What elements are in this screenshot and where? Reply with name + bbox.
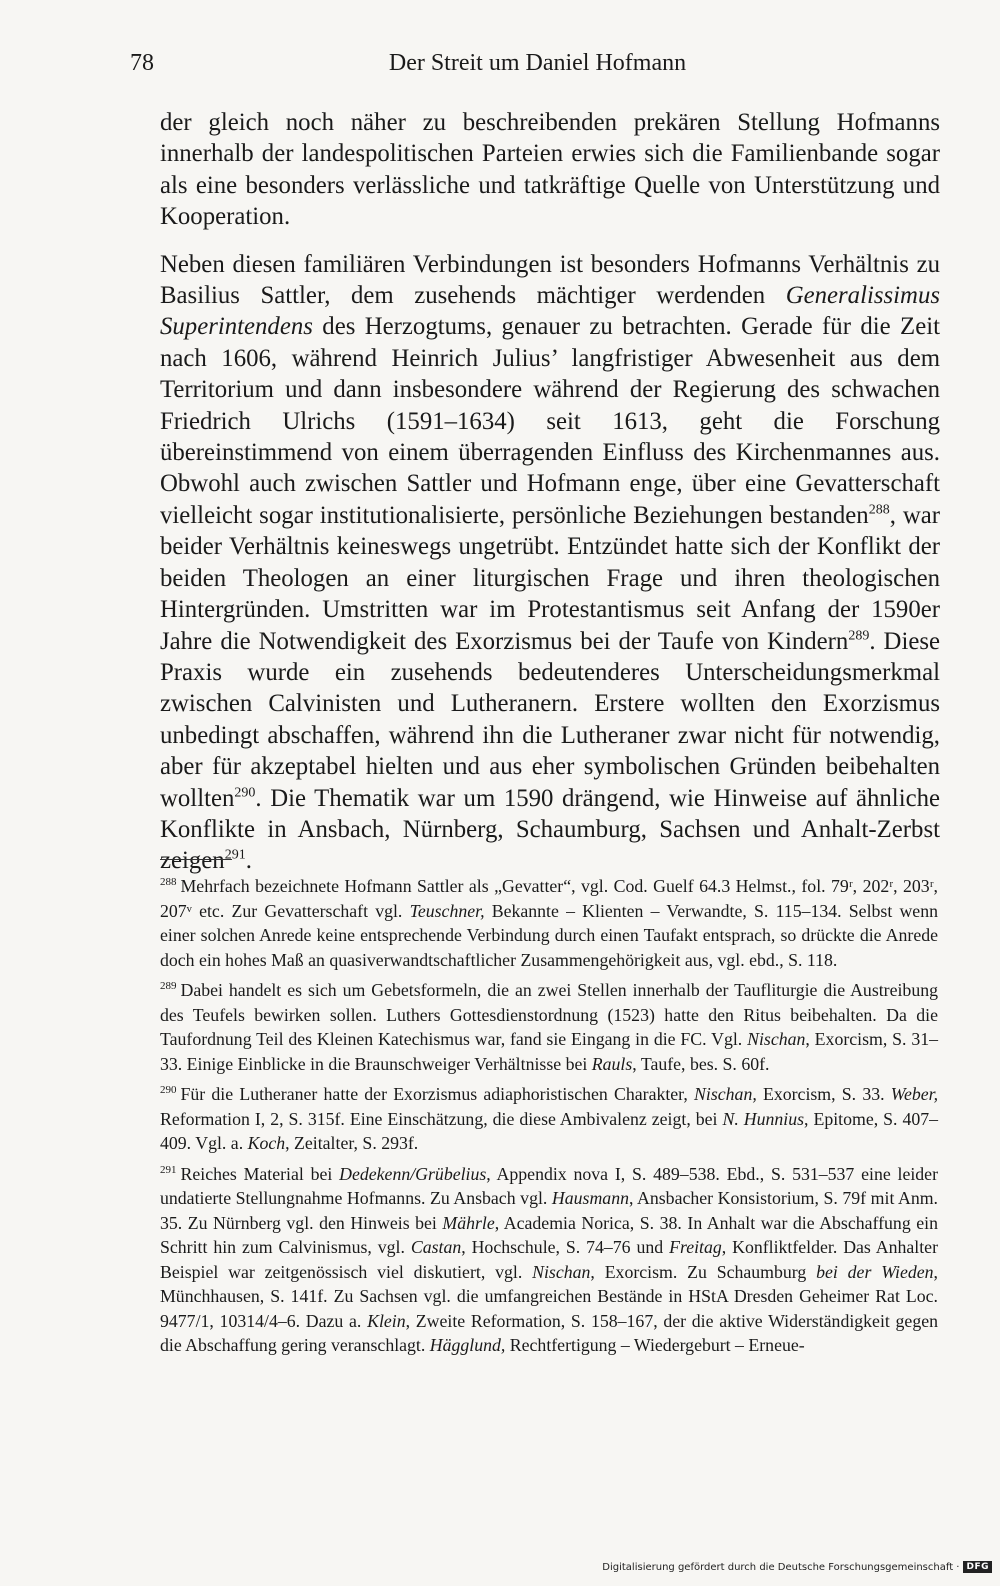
footnote-ref-288[interactable]: 288 [868, 502, 890, 518]
funding-notice: Digitalisierung gefördert durch die Deutsche Forschungsgemeinschaft · [602, 1561, 960, 1573]
page-header [130, 50, 945, 84]
footnote-291: $^{291}$ Reiches Material bei Dedekenn/Grübelius, Appendix nova I, S. 489–538. Ebd., S. 531–537 eine leider undatierte Stellungnahme Hofmanns. Zu Ansbach vgl. Hausmann, Ansbacher Konsistorium, S. 79f mit Anm. 35. Zu Nürnberg vgl. den Hinweis bei Mährle, Academia Norica, S. 38. In Anhalt war die Abschaffung ein Schritt hin zum Calvinismus, vgl. Castan, Hochschule, S. 74–76 und Freitag, Konfliktfelder. Das Anhalter Beispiel war zeitgenössisch viel diskutiert, vgl. Nischan, Exorcism. Zu Schaumburg bei der Wieden, Münchhausen, S. 141f. Zu Sachsen vgl. die umfangreichen Bestände in HStA Dresden Geheimer Rat Loc. 9477/1, 10314/4–6. Dazu a. Klein, Zweite Reformation, S. 158–167, der die aktive Widerständigkeit gegen die Abschaffung gering veranschlagt. Hägglund, Rechtfertigung – Wiedergeburt – Erneue- [160, 1163, 939, 1355]
page-number: 78 [130, 50, 154, 76]
digitization-footer [602, 1561, 992, 1573]
footnote-divider [160, 859, 232, 860]
paragraph-2: Neben diesen familiären Verbindungen ist besonders Hofmanns Verhältnis zu Basilius Sattler, dem zusehends mächtiger werdenden Generalissimus Superintendens des Herzogtums, genauer zu betrachten. Gerade für die Zeit nach 1606, während Heinrich Julius’ langfristiger Abwesenheit aus dem Territorium und dann insbesondere während der Regierung des schwachen Friedrich Ulrichs (1591–1634) seit 1613, geht die Forschung übereinstimmend von einem überragenden Einfluss des Kirchenmannes aus. Obwohl auch zwischen Sattler und Hofmann enge, über eine Gevatterschaft vielleicht sogar institutionalisierte, persönliche Beziehungen bestanden$^{288}$, war beider Verhältnis keineswegs ungetrübt. Entzündet hatte sich der Konflikt der beiden Theologen an einer liturgischen Frage und ihren theologischen Hintergründen. Umstritten war im Protestantismus seit Anfang der 1590er Jahre die Notwendigkeit des Exorzismus bei der Taufe von Kindern$^{289}$. Diese Praxis wurde ein zusehends bedeutenderes Unterscheidungsmerkmal zwischen Calvinisten und Lutheranern. Erstere wollten den Exorzismus unbedingt abschaffen, während ihn die Lutheraner zwar nicht für notwendig, aber für akzeptabel hielten und aus eher symbolischen Gründen beibehalten wollten$^{290}$. Die Thematik war um 1590 drängend, wie Hinweise auf ähnliche Konflikte in Ansbach, Nürnberg, Schaumburg, Sachsen und Anhalt-Zerbst zeigen$^{291}$. [160, 250, 941, 875]
footnote-ref-291[interactable]: 291 [224, 848, 246, 864]
footnote-290: $^{290}$ Für die Lutheraner hatte der Exorzismus adiaphoristischen Charakter, Nischan, Exorcism, S. 33. Weber, Reformation I, 2, S. 315f. Eine Einschätzung, die diese Ambivalenz zeigt, bei N. Hunnius, Epitome, S. 407–409. Vgl. a. Koch, Zeitalter, S. 293f. [160, 1084, 939, 1153]
footnote-ref-289[interactable]: 289 [848, 628, 870, 644]
footnote-289: $^{289}$ Dabei handelt es sich um Gebetsformeln, die an zwei Stellen innerhalb der Taufliturgie die Austreibung des Teufels bewirken sollen. Luthers Gottesdienstordnung (1523) hatte den Ritus beibehalten. Da die Taufordnung Teil des Kleinen Katechismus war, fand sie Eingang in die FC. Vgl. Nischan, Exorcism, S. 31–33. Einige Einblicke in die Braunschweiger Verhältnisse bei Rauls, Taufe, bes. S. 60f. [160, 980, 938, 1074]
dfg-logo: DFG [963, 1561, 992, 1573]
running-title: Der Streit um Daniel Hofmann [388, 50, 687, 76]
paragraph-1: der gleich noch näher zu beschreibenden prekären Stellung Hofmanns innerhalb der landespolitischen Parteien erwies sich die Familienbande sogar als eine besonders verlässliche und tatkräftige Quelle von Unterstützung und Kooperation. [160, 109, 940, 231]
footnotes [160, 874, 938, 1364]
footnote-ref-290[interactable]: 290 [234, 785, 256, 801]
main-text [160, 107, 940, 877]
footnote-288: $^{288}$ Mehrfach bezeichnete Hofmann Sattler als „Gevatter“, vgl. Cod. Guelf 64.3 Helmst., fol. 79ʳ, 202ʳ, 203ʳ, 207ᵛ etc. Zur Gevatterschaft vgl. Teuschner, Bekannte – Klienten – Verwandte, S. 115–134. Selbst wenn einer solchen Anrede keine entsprechende Verbindung durch einen Taufakt entsprach, so drückte die Anrede doch ein hohes Maß an quasiverwandtschaftlicher Zusammengehörigkeit aus, vgl. ebd., S. 118. [160, 876, 938, 970]
